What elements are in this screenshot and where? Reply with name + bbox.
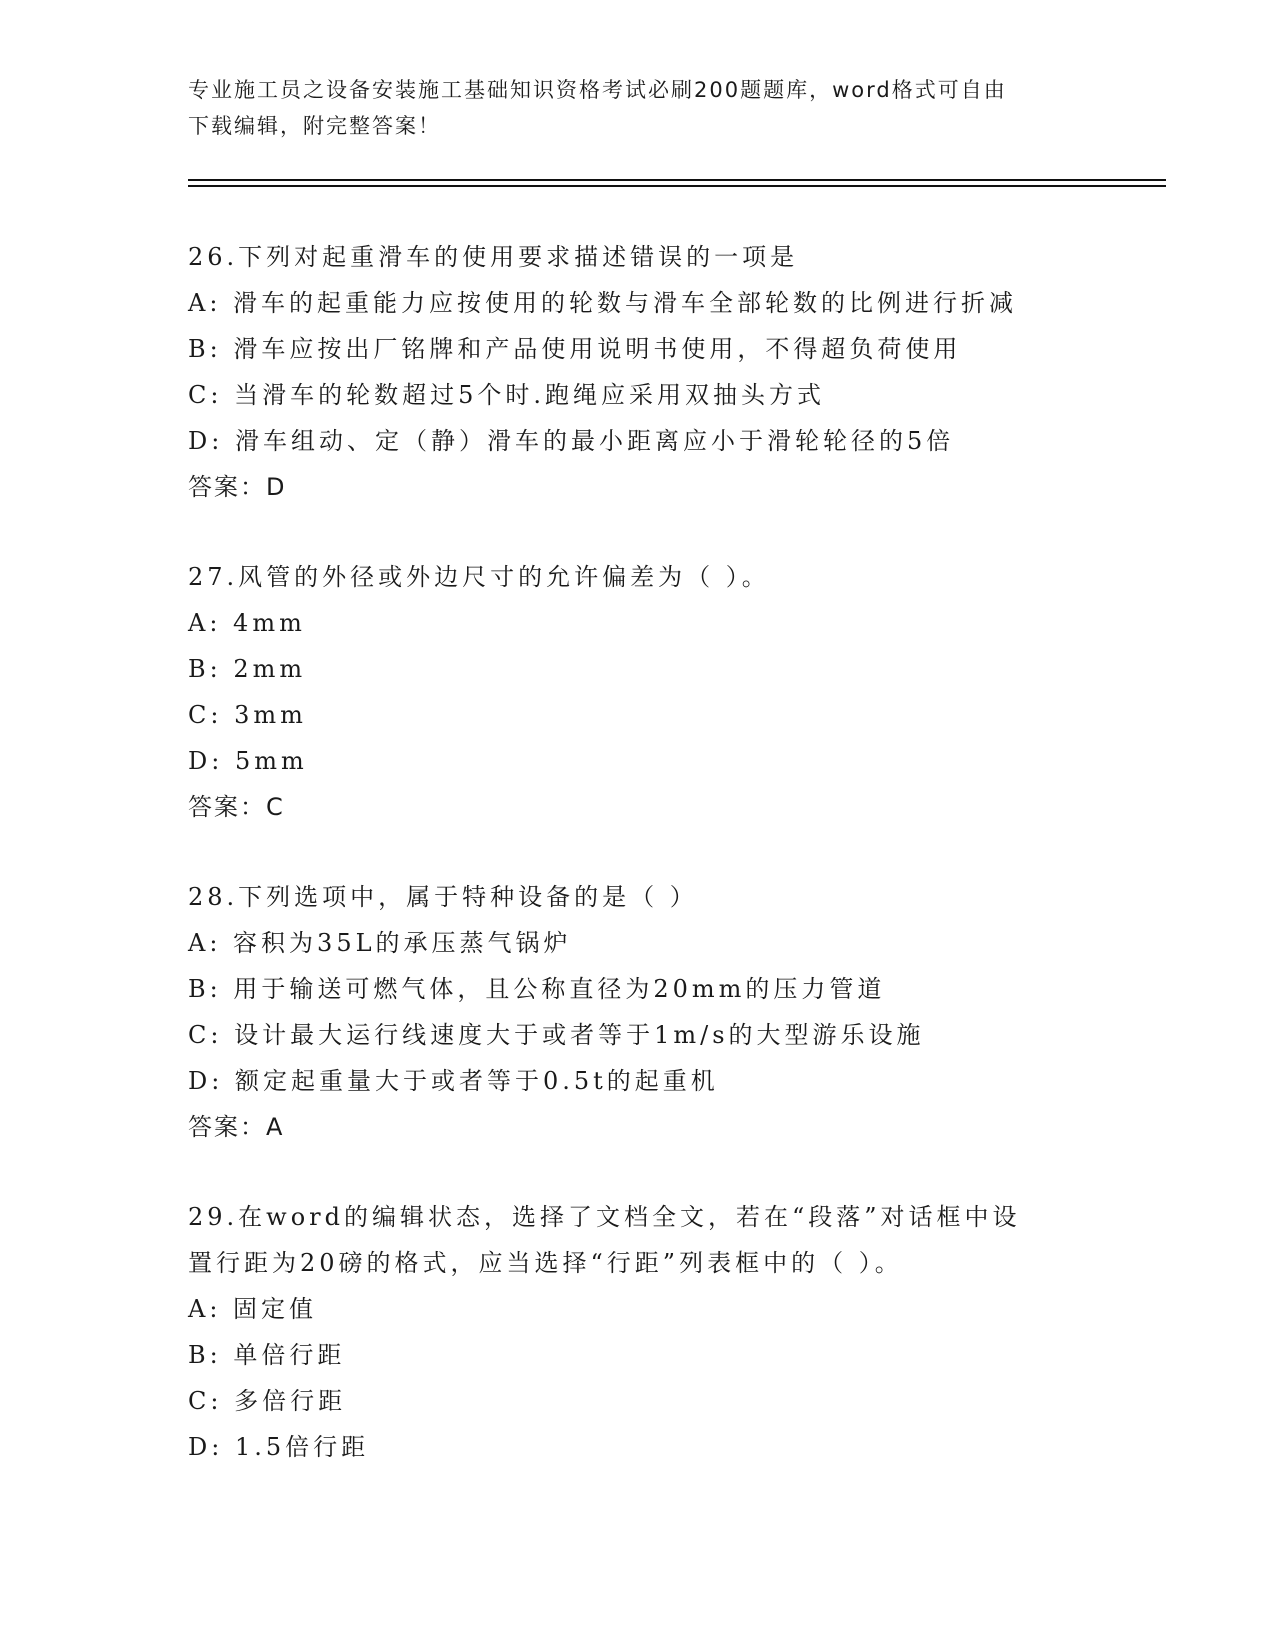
answer-line: 答案：C bbox=[188, 793, 285, 821]
option-d: D: 1.5倍行距 bbox=[188, 1433, 370, 1461]
option-c: C: 多倍行距 bbox=[188, 1387, 347, 1415]
answer-line: 答案：A bbox=[188, 1113, 285, 1141]
option-c: C: 当滑车的轮数超过5个时.跑绳应采用双抽头方式 bbox=[188, 381, 825, 409]
question-26 bbox=[188, 234, 1088, 510]
question-stem: 27.风管的外径或外边尺寸的允许偏差为（ ）。 bbox=[188, 563, 770, 591]
option-b: B: 滑车应按出厂铭牌和产品使用说明书使用，不得超负荷使用 bbox=[188, 335, 962, 363]
document-header bbox=[188, 72, 1088, 144]
question-28 bbox=[188, 874, 1088, 1150]
question-stem-line-1: 29.在word的编辑状态，选择了文档全文，若在“段落”对话框中设 bbox=[188, 1203, 1021, 1231]
question-stem: 26.下列对起重滑车的使用要求描述错误的一项是 bbox=[188, 243, 799, 271]
option-c: C: 设计最大运行线速度大于或者等于1m/s的大型游乐设施 bbox=[188, 1021, 925, 1049]
header-divider-top bbox=[188, 179, 1166, 181]
answer-line: 答案：D bbox=[188, 473, 287, 501]
option-b: B: 2mm bbox=[188, 655, 307, 683]
option-d: D: 5mm bbox=[188, 747, 308, 775]
option-d: D: 额定起重量大于或者等于0.5t的起重机 bbox=[188, 1067, 719, 1095]
option-a: A: 容积为35L的承压蒸气锅炉 bbox=[188, 929, 572, 957]
question-stem: 28.下列选项中，属于特种设备的是（ ） bbox=[188, 883, 698, 911]
header-line-2: 下载编辑，附完整答案！ bbox=[188, 114, 441, 138]
option-a: A: 4mm bbox=[188, 609, 306, 637]
question-29 bbox=[188, 1194, 1088, 1470]
option-c: C: 3mm bbox=[188, 701, 307, 729]
header-divider-bottom bbox=[188, 185, 1166, 187]
option-a: A: 固定值 bbox=[188, 1295, 318, 1323]
option-b: B: 用于输送可燃气体，且公称直径为20mm的压力管道 bbox=[188, 975, 886, 1003]
option-b: B: 单倍行距 bbox=[188, 1341, 346, 1369]
question-27 bbox=[188, 554, 1088, 830]
option-d: D: 滑车组动、定（静）滑车的最小距离应小于滑轮轮径的5倍 bbox=[188, 427, 955, 455]
header-line-1: 专业施工员之设备安装施工基础知识资格考试必刷200题题库，word格式可自由 bbox=[188, 78, 1007, 102]
question-stem-line-2: 置行距为20磅的格式，应当选择“行距”列表框中的（ ）。 bbox=[188, 1249, 903, 1277]
option-a: A: 滑车的起重能力应按使用的轮数与滑车全部轮数的比例进行折减 bbox=[188, 289, 1018, 317]
